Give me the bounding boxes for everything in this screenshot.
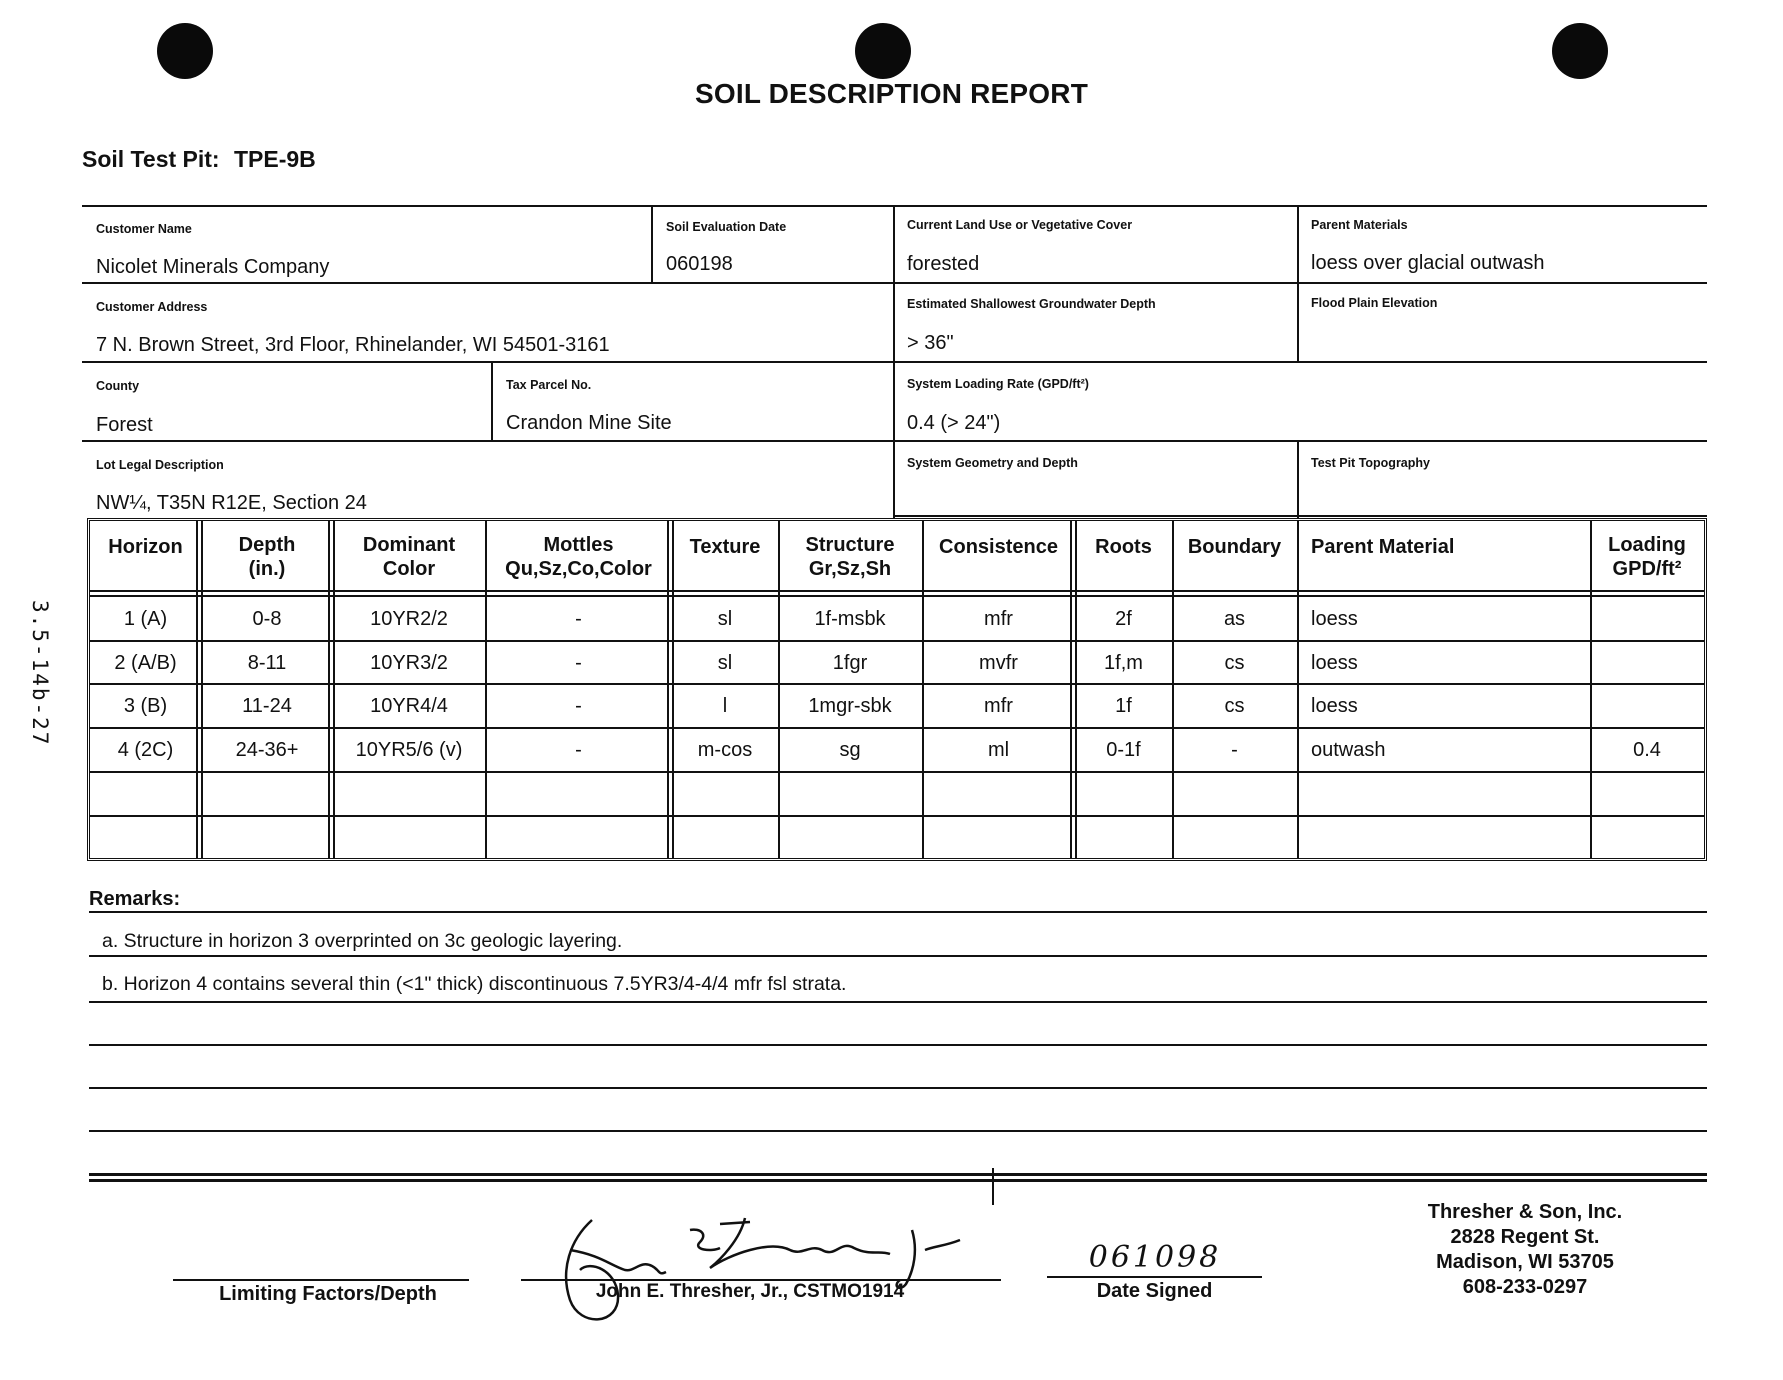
punch-hole-center xyxy=(855,23,911,79)
cell-parent-material: loess xyxy=(1311,651,1358,674)
lot-legal-value: NW¼, T35N R12E, Section 24 xyxy=(96,492,367,514)
cell-texture: m-cos xyxy=(697,739,753,761)
cell-parent-material: loess xyxy=(1311,608,1358,630)
header-loading-line: Loading xyxy=(1608,534,1686,556)
date-signed-label: Date Signed xyxy=(1096,1280,1213,1302)
county-value: Forest xyxy=(96,414,153,436)
remark-b: b. Horizon 4 contains several thin (<1" thick) discontinuous 7.5YR3/4-4/4 mfr fsl strata. xyxy=(102,973,847,995)
customer-name-value: Nicolet Minerals Company xyxy=(96,256,330,278)
loading-rate-value: 0.4 (> 24") xyxy=(907,412,1001,434)
cell-loading: 0.4 xyxy=(1633,739,1661,761)
cell-dominant-color: 10YR5/6 (v) xyxy=(355,739,463,761)
header-dominant-color-line: Color xyxy=(382,558,436,580)
report-title: SOIL DESCRIPTION REPORT xyxy=(694,78,1089,109)
company-phone: 608-233-0297 xyxy=(1462,1276,1588,1298)
header-roots xyxy=(1075,535,1172,559)
cell-mottles: - xyxy=(575,695,582,717)
header-depth-line: (in.) xyxy=(248,558,286,580)
groundwater-depth-label: Estimated Shallowest Groundwater Depth xyxy=(907,297,1156,311)
header-texture xyxy=(672,535,778,559)
parent-materials-value: loess over glacial outwash xyxy=(1311,252,1545,274)
company-block xyxy=(1390,1200,1660,1300)
remark-a: a. Structure in horizon 3 overprinted on 3c geologic layering. xyxy=(102,930,623,952)
topography-label: Test Pit Topography xyxy=(1311,456,1430,470)
cell-structure: sg xyxy=(839,739,861,761)
header-mottles-line: Qu,Sz,Co,Color xyxy=(505,558,652,580)
cell-consistence: mfr xyxy=(984,608,1013,630)
cell-consistence: mvfr xyxy=(979,651,1018,674)
cell-boundary: as xyxy=(1223,608,1246,630)
soil-eval-date-label: Soil Evaluation Date xyxy=(666,220,787,234)
header-loading-line: GPD/ft² xyxy=(1612,558,1682,580)
company-street: 2828 Regent St. xyxy=(1450,1226,1600,1248)
cell-structure: 1mgr-sbk xyxy=(808,695,892,717)
cell-horizon: 2 (A/B) xyxy=(114,651,177,674)
signer-name: John E. Thresher, Jr., CSTMO1914 xyxy=(595,1281,905,1302)
header-parent-material xyxy=(1311,535,1590,559)
header-structure-line: Gr,Sz,Sh xyxy=(808,558,892,580)
cell-structure: 1fgr xyxy=(832,651,868,674)
customer-address-label: Customer Address xyxy=(96,300,208,314)
cell-boundary: - xyxy=(1231,739,1238,761)
tax-parcel-value: Crandon Mine Site xyxy=(506,412,672,434)
header-horizon-line: Horizon xyxy=(108,536,183,558)
cell-dominant-color: 10YR2/2 xyxy=(370,608,448,630)
cell-boundary: cs xyxy=(1224,695,1245,717)
cell-depth: 0-8 xyxy=(252,608,282,630)
header-depth-line: Depth xyxy=(238,534,296,556)
date-signed-value: 061098 xyxy=(1088,1240,1222,1275)
header-boundary-line: Boundary xyxy=(1187,536,1282,558)
punch-hole-right xyxy=(1552,23,1608,79)
limiting-factors-label: Limiting Factors/Depth xyxy=(219,1283,437,1305)
company-city: Madison, WI 53705 xyxy=(1436,1251,1614,1273)
cell-roots: 1f,m xyxy=(1104,651,1143,674)
header-dominant-color-line: Dominant xyxy=(362,534,456,556)
header-dominant-color xyxy=(333,533,485,581)
cell-parent-material: loess xyxy=(1311,695,1358,717)
cell-texture: sl xyxy=(717,651,733,674)
signature-scribble xyxy=(540,1210,1010,1330)
customer-address-value: 7 N. Brown Street, 3rd Floor, Rhinelander, WI 54501-3161 xyxy=(96,334,610,356)
side-note: 3.5-14b-27 xyxy=(28,600,52,747)
header-roots-line: Roots xyxy=(1095,536,1152,558)
loading-rate-label: System Loading Rate (GPD/ft²) xyxy=(907,377,1089,391)
soil-test-pit xyxy=(82,146,316,173)
cell-roots: 2f xyxy=(1115,608,1132,630)
header-horizon xyxy=(90,535,201,559)
company-name: Thresher & Son, Inc. xyxy=(1427,1201,1623,1223)
cell-depth: 24-36+ xyxy=(235,739,299,761)
land-use-value: forested xyxy=(907,253,980,275)
cell-horizon: 4 (2C) xyxy=(117,739,174,761)
test-pit-value: TPE-9B xyxy=(233,146,316,172)
header-structure-line: Structure xyxy=(805,534,895,556)
header-mottles xyxy=(485,533,672,581)
cell-mottles: - xyxy=(575,608,582,630)
cell-dominant-color: 10YR3/2 xyxy=(370,651,448,674)
tax-parcel-label: Tax Parcel No. xyxy=(506,378,592,392)
cell-depth: 11-24 xyxy=(242,695,292,717)
cell-consistence: mfr xyxy=(984,695,1013,717)
cell-mottles: - xyxy=(575,739,582,761)
flood-plain-label: Flood Plain Elevation xyxy=(1311,296,1438,310)
test-pit-label: Soil Test Pit: xyxy=(82,146,220,172)
county-label: County xyxy=(96,379,140,393)
punch-hole-left xyxy=(157,23,213,79)
cell-horizon: 3 (B) xyxy=(123,695,168,717)
header-loading xyxy=(1590,533,1704,581)
cell-boundary: cs xyxy=(1224,651,1245,674)
header-parent-material-line: Parent Material xyxy=(1311,536,1455,558)
cell-texture: l xyxy=(722,695,728,717)
cell-dominant-color: 10YR4/4 xyxy=(370,695,448,717)
cell-mottles: - xyxy=(575,651,582,674)
groundwater-depth-value: > 36" xyxy=(907,332,954,354)
remarks-heading: Remarks: xyxy=(89,888,181,910)
cell-depth: 8-11 xyxy=(247,651,287,674)
cell-roots: 0-1f xyxy=(1106,739,1141,761)
cell-roots: 1f xyxy=(1115,695,1132,717)
header-depth xyxy=(201,533,333,581)
header-consistence xyxy=(922,535,1075,559)
soil-eval-date-value: 060198 xyxy=(666,253,733,275)
header-mottles-line: Mottles xyxy=(543,534,614,556)
cell-consistence: ml xyxy=(987,739,1010,761)
cell-texture: sl xyxy=(717,608,733,630)
lot-legal-label: Lot Legal Description xyxy=(96,458,224,472)
header-texture-line: Texture xyxy=(689,536,761,558)
customer-name-label: Customer Name xyxy=(96,222,192,236)
cell-structure: 1f-msbk xyxy=(814,608,886,630)
header-boundary xyxy=(1172,535,1297,559)
cell-horizon: 1 (A) xyxy=(123,608,168,630)
header-structure xyxy=(778,533,922,581)
parent-materials-label: Parent Materials xyxy=(1311,218,1408,232)
system-geometry-label: System Geometry and Depth xyxy=(907,456,1078,470)
cell-parent-material: outwash xyxy=(1311,739,1386,761)
land-use-label: Current Land Use or Vegetative Cover xyxy=(907,218,1133,232)
header-consistence-line: Consistence xyxy=(939,536,1058,558)
